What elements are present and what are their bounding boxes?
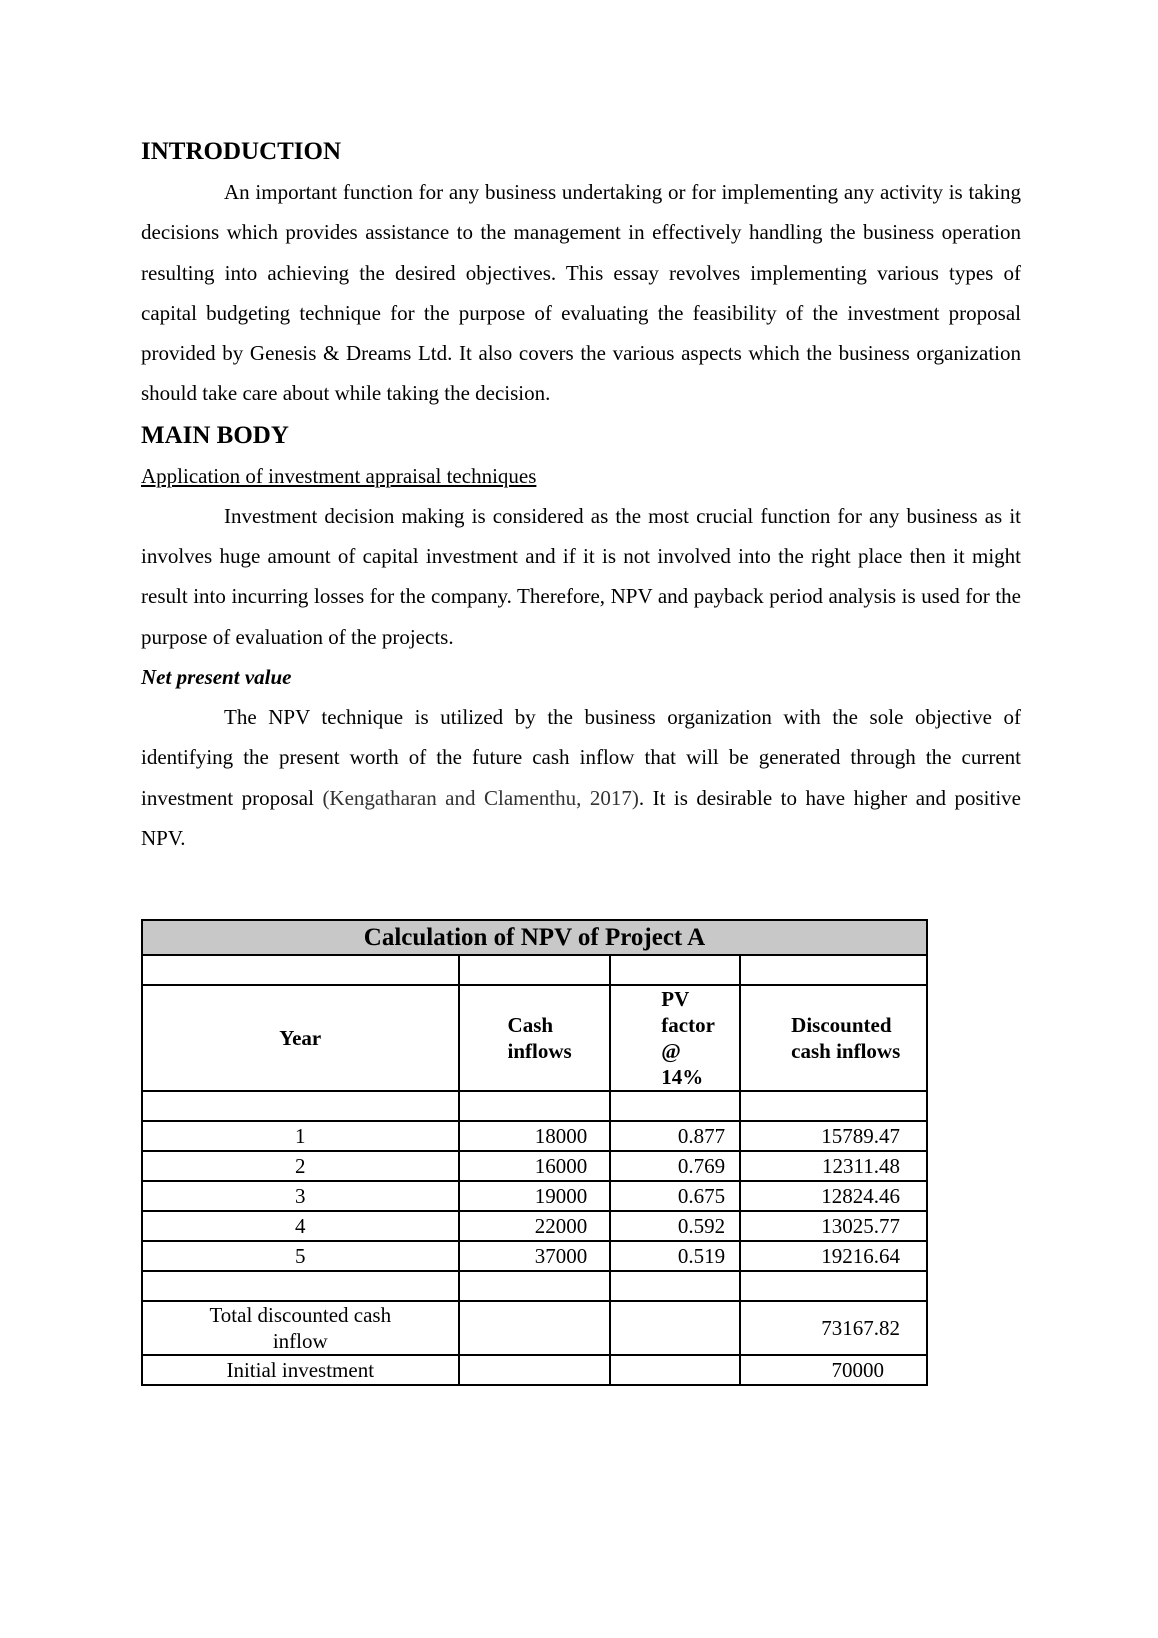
cell-year: 1	[142, 1121, 459, 1151]
cell-year: 4	[142, 1211, 459, 1241]
npv-subheading: Net present value	[141, 664, 292, 689]
citation: (Kengatharan and Clamenthu, 2017)	[322, 785, 639, 810]
table-row	[142, 1121, 927, 1151]
table-title-row	[142, 920, 927, 955]
initial-investment-row	[142, 1355, 927, 1385]
header-cash-line2: inflows	[507, 1039, 572, 1063]
initial-investment-value: 70000	[740, 1355, 927, 1385]
header-discounted-cash-inflows	[740, 985, 927, 1091]
npv-paragraph-tail: . It is desirable to have higher and positive NPV.	[141, 785, 1021, 850]
cell-discounted: 13025.77	[740, 1211, 927, 1241]
cell-cash: 18000	[459, 1121, 611, 1151]
cell-pv: 0.592	[610, 1211, 740, 1241]
header-pv-line1: PV	[661, 987, 690, 1011]
empty-cell	[459, 1301, 611, 1355]
introduction-heading: INTRODUCTION	[141, 138, 342, 165]
cell-year: 3	[142, 1181, 459, 1211]
table-header-row	[142, 985, 927, 1091]
appraisal-subheading: Application of investment appraisal techniques	[141, 463, 537, 488]
cell-pv: 0.769	[610, 1151, 740, 1181]
table-title: Calculation of NPV of Project A	[142, 920, 927, 955]
header-cash-inflows	[459, 985, 611, 1091]
empty-cell	[610, 1355, 740, 1385]
table-row	[142, 1181, 927, 1211]
header-cash-line1: Cash	[507, 1013, 554, 1037]
blank-row	[142, 1091, 927, 1121]
npv-paragraph-text: The NPV technique is utilized by the business organization with the sole objective of identifying the present worth of the future cash inflow that will be generated through the current investment proposal	[141, 704, 1021, 810]
cell-year: 5	[142, 1241, 459, 1271]
blank-row	[142, 1271, 927, 1301]
main-body-heading: MAIN BODY	[141, 421, 289, 449]
table-row	[142, 1211, 927, 1241]
cell-pv: 0.877	[610, 1121, 740, 1151]
total-label-line1: Total discounted cash	[209, 1303, 392, 1327]
cell-cash: 37000	[459, 1241, 611, 1271]
cell-year: 2	[142, 1151, 459, 1181]
cell-discounted: 19216.64	[740, 1241, 927, 1271]
cell-discounted: 12824.46	[740, 1181, 927, 1211]
total-label	[142, 1301, 459, 1355]
empty-cell	[610, 1301, 740, 1355]
cell-cash: 19000	[459, 1181, 611, 1211]
header-pv-line2: factor	[661, 1013, 715, 1037]
cell-discounted: 15789.47	[740, 1121, 927, 1151]
npv-table	[141, 919, 928, 1386]
header-year: Year	[142, 985, 459, 1091]
npv-paragraph	[141, 697, 1021, 858]
initial-investment-label: Initial investment	[142, 1355, 459, 1385]
appraisal-paragraph: Investment decision making is considered as the most crucial function for any business as it involves huge amount of capital investment and if it is not involved into the right place then it might result into incurring losses for the company. Therefore, NPV and payback period analysis is used for the purpose of evaluation of the projects.	[141, 503, 1021, 649]
header-disc-line2: cash inflows	[791, 1039, 901, 1063]
document-page	[141, 136, 1021, 858]
table-row	[142, 1241, 927, 1271]
header-disc-line1: Discounted	[791, 1013, 892, 1037]
empty-cell	[459, 1355, 611, 1385]
total-value: 73167.82	[740, 1301, 927, 1355]
cell-cash: 16000	[459, 1151, 611, 1181]
header-pv-line4: 14%	[661, 1065, 704, 1089]
cell-discounted: 12311.48	[740, 1151, 927, 1181]
introduction-paragraph: An important function for any business undertaking or for implementing any activity is taking decisions which provides assistance to the management in effectively handling the business operation resulting into achieving the desired objectives. This essay revolves implementing various types of capital budgeting technique for the purpose of evaluating the feasibility of the investment proposal provided by Genesis & Dreams Ltd. It also covers the various aspects which the business organization should take care about while taking the decision.	[141, 180, 1021, 406]
total-label-line2: inflow	[272, 1329, 328, 1353]
table-row	[142, 1151, 927, 1181]
cell-pv: 0.519	[610, 1241, 740, 1271]
total-row	[142, 1301, 927, 1355]
header-pv-line3: @	[661, 1039, 681, 1063]
blank-row	[142, 955, 927, 985]
header-pv-factor	[610, 985, 740, 1091]
cell-cash: 22000	[459, 1211, 611, 1241]
cell-pv: 0.675	[610, 1181, 740, 1211]
